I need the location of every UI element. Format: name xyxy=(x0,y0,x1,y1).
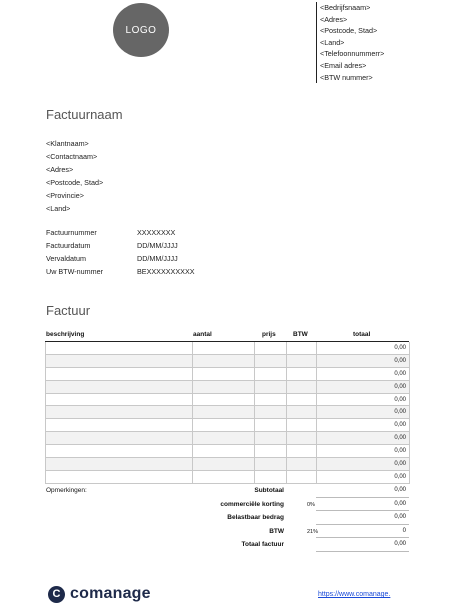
summary-label: Belastbaar bedrag xyxy=(227,514,284,522)
meta-label: Vervaldatum xyxy=(46,254,86,263)
company-vat: <BTW nummer> xyxy=(320,72,373,82)
summary-value: 0,00 xyxy=(394,514,406,521)
table-cell[interactable] xyxy=(193,471,255,483)
table-cell[interactable] xyxy=(193,394,255,406)
table-cell[interactable] xyxy=(287,419,317,431)
summary-value: 0,00 xyxy=(394,500,406,507)
table-row xyxy=(46,381,410,394)
logo-text: LOGO xyxy=(125,24,157,36)
table-cell[interactable] xyxy=(287,445,317,457)
table-cell[interactable] xyxy=(193,419,255,431)
summary-block xyxy=(45,485,409,553)
table-cell[interactable] xyxy=(46,419,193,431)
table-cell[interactable] xyxy=(193,342,255,354)
header-vat: BTW xyxy=(293,331,308,338)
row-total: 0,00 xyxy=(317,445,410,457)
table-cell[interactable] xyxy=(193,458,255,470)
table-row xyxy=(46,471,410,484)
summary-value-cell xyxy=(316,499,409,512)
table-cell[interactable] xyxy=(46,406,193,418)
table-cell[interactable] xyxy=(255,406,287,418)
row-total: 0,00 xyxy=(317,342,410,354)
table-cell[interactable] xyxy=(46,445,193,457)
table-cell[interactable] xyxy=(46,394,193,406)
row-total: 0,00 xyxy=(317,355,410,367)
summary-row xyxy=(45,512,409,526)
table-cell[interactable] xyxy=(255,381,287,393)
row-total: 0,00 xyxy=(317,419,410,431)
table-cell[interactable] xyxy=(287,458,317,470)
table-row xyxy=(46,368,410,381)
table-row xyxy=(46,445,410,458)
meta-value: DD/MM/JJJJ xyxy=(137,241,178,250)
table-cell[interactable] xyxy=(287,432,317,444)
table-row xyxy=(46,458,410,471)
row-total: 0,00 xyxy=(317,471,410,483)
summary-row xyxy=(45,485,409,499)
table-cell[interactable] xyxy=(287,368,317,380)
table-row xyxy=(46,394,410,407)
table-cell[interactable] xyxy=(255,355,287,367)
table-cell[interactable] xyxy=(193,432,255,444)
table-cell[interactable] xyxy=(255,342,287,354)
table-cell[interactable] xyxy=(287,471,317,483)
invoice-title: Factuurnaam xyxy=(46,107,123,122)
meta-value: DD/MM/JJJJ xyxy=(137,254,178,263)
summary-label: BTW xyxy=(269,527,284,535)
client-details xyxy=(46,137,103,215)
company-phone: <Telefoonnummerr> xyxy=(320,49,385,59)
logo-placeholder xyxy=(113,3,169,57)
meta-row xyxy=(46,252,195,265)
meta-row xyxy=(46,239,195,252)
table-cell[interactable] xyxy=(46,458,193,470)
summary-value-cell xyxy=(316,526,409,539)
meta-row xyxy=(46,265,195,278)
meta-value: XXXXXXXX xyxy=(137,228,176,237)
table-cell[interactable] xyxy=(193,381,255,393)
table-cell[interactable] xyxy=(255,445,287,457)
table-cell[interactable] xyxy=(287,394,317,406)
row-total: 0,00 xyxy=(317,368,410,380)
table-cell[interactable] xyxy=(46,368,193,380)
table-row xyxy=(46,406,410,419)
header-description: beschrijving xyxy=(46,331,85,338)
brand-logo xyxy=(48,585,151,603)
client-country: <Land> xyxy=(46,204,71,213)
summary-value: 0 xyxy=(402,527,406,534)
client-province: <Provincie> xyxy=(46,191,84,200)
summary-label: commerciële korting xyxy=(220,500,284,508)
table-cell[interactable] xyxy=(255,458,287,470)
table-cell[interactable] xyxy=(287,406,317,418)
table-cell[interactable] xyxy=(193,355,255,367)
summary-percentage: 0% xyxy=(307,501,315,508)
brand-name: comanage xyxy=(70,585,151,602)
table-row xyxy=(46,432,410,445)
company-details xyxy=(316,2,384,83)
client-contact: <Contactnaam> xyxy=(46,152,98,161)
summary-label: Subtotaal xyxy=(254,487,284,494)
invoice-meta xyxy=(46,226,195,278)
company-address: <Adres> xyxy=(320,14,348,24)
meta-label: Uw BTW-nummer xyxy=(46,267,103,276)
table-cell[interactable] xyxy=(46,355,193,367)
table-cell[interactable] xyxy=(287,342,317,354)
summary-value-cell xyxy=(316,512,409,525)
meta-label: Factuurdatum xyxy=(46,241,91,250)
brand-mark-icon: C xyxy=(48,586,65,603)
header-total: totaal xyxy=(353,331,371,338)
table-row xyxy=(46,355,410,368)
website-link[interactable]: https://www.comanage. xyxy=(318,591,391,598)
table-cell[interactable] xyxy=(46,381,193,393)
summary-row xyxy=(45,539,409,553)
section-title: Factuur xyxy=(46,303,91,318)
table-cell[interactable] xyxy=(193,406,255,418)
table-cell[interactable] xyxy=(46,432,193,444)
table-cell[interactable] xyxy=(255,419,287,431)
table-cell[interactable] xyxy=(46,471,193,483)
summary-value-cell xyxy=(316,539,409,552)
summary-row xyxy=(45,499,409,513)
table-cell[interactable] xyxy=(46,342,193,354)
meta-row xyxy=(46,226,195,239)
meta-value: BEXXXXXXXXXX xyxy=(137,267,195,276)
summary-value-cell xyxy=(316,485,409,498)
row-total: 0,00 xyxy=(317,406,410,418)
client-address: <Adres> xyxy=(46,165,74,174)
row-total: 0,00 xyxy=(317,458,410,470)
client-name: <Klantnaam> xyxy=(46,139,89,148)
table-cell[interactable] xyxy=(255,471,287,483)
remarks-label: Opmerkingen: xyxy=(46,487,87,494)
table-cell[interactable] xyxy=(287,355,317,367)
table-cell[interactable] xyxy=(287,381,317,393)
summary-value: 0,00 xyxy=(394,487,406,493)
table-row xyxy=(46,342,410,355)
table-cell[interactable] xyxy=(255,394,287,406)
row-total: 0,00 xyxy=(317,381,410,393)
table-cell[interactable] xyxy=(193,445,255,457)
summary-label: Totaal factuur xyxy=(241,541,284,549)
table-cell[interactable] xyxy=(255,368,287,380)
company-name: <Bedrijfsnaam> xyxy=(320,3,371,12)
table-cell[interactable] xyxy=(255,432,287,444)
row-total: 0,00 xyxy=(317,394,410,406)
summary-percentage: 21% xyxy=(307,528,319,535)
header-quantity: aantal xyxy=(193,331,212,338)
client-postcode-city: <Postcode, Stad> xyxy=(46,178,104,187)
company-email: <Email adres> xyxy=(320,60,367,70)
table-row xyxy=(46,419,410,432)
table-cell[interactable] xyxy=(193,368,255,380)
row-total: 0,00 xyxy=(317,432,410,444)
header-price: prijs xyxy=(262,331,276,338)
company-country: <Land> xyxy=(320,37,345,47)
line-items-table xyxy=(45,342,410,484)
summary-row xyxy=(45,526,409,540)
table-header xyxy=(45,329,409,342)
meta-label: Factuurnummer xyxy=(46,228,97,237)
summary-value: 0,00 xyxy=(394,541,406,548)
company-postcode-city: <Postcode, Stad> xyxy=(320,26,378,36)
